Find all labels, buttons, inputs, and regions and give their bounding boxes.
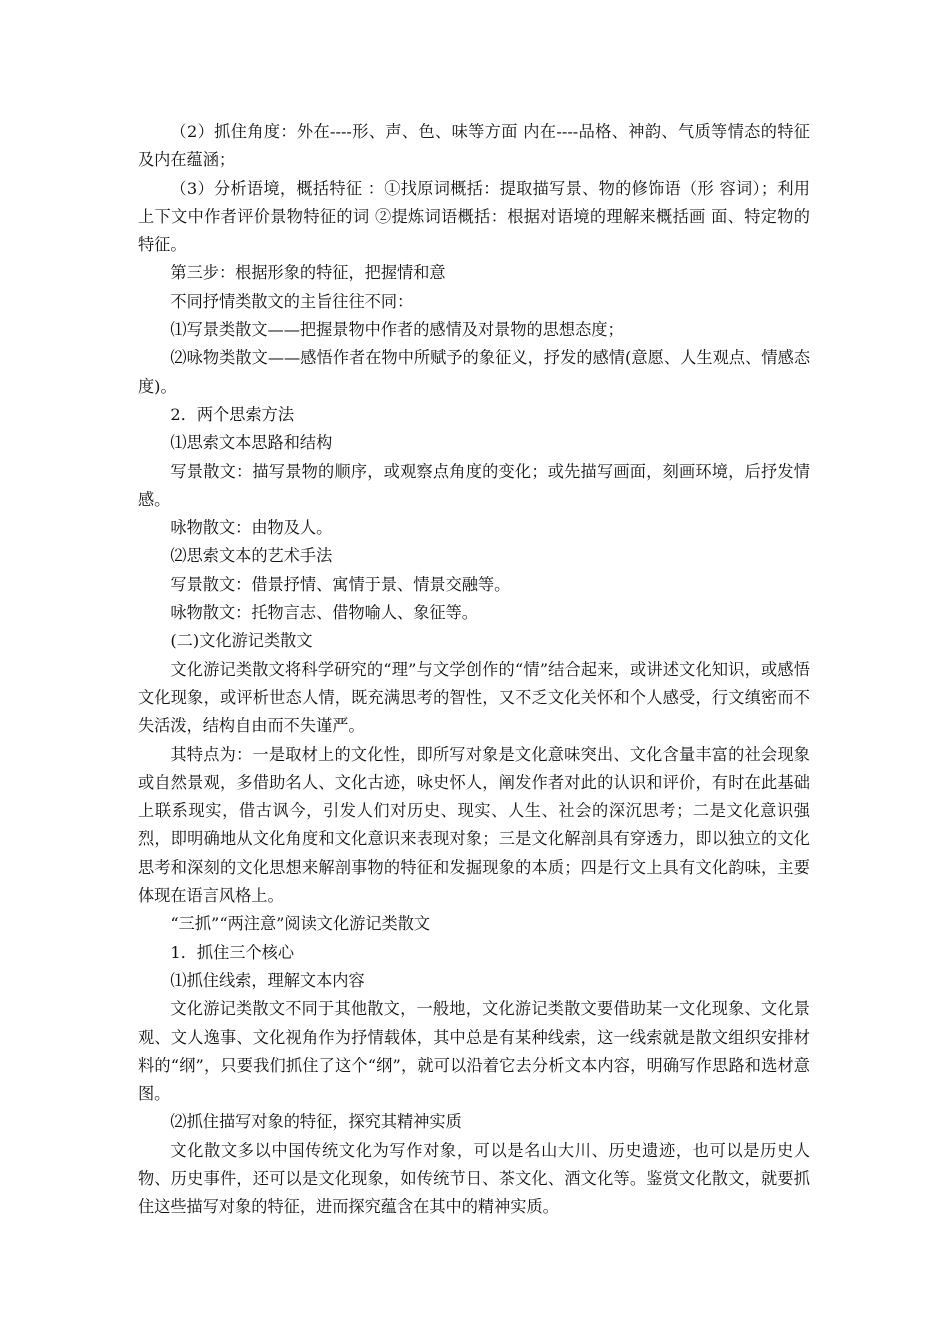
paragraph-cultural-features: 其特点为：一是取材上的文化性，即所写对象是文化意味突出、文化含量丰富的社会现象或自然景观，多借助名人、文化古迹，咏史怀人，阐发作者对此的认识和评价，有时在此基础上联系现实，借古讽今，引发人们对历史、现实、人生、社会的深沉思考；二是文化意识强烈，即明确地从文化角度和文化意识来表现对象；三是文化解剖具有穿透力，即以独立的文化思考和深刻的文化思想来解剖事物的特征和发掘现象的本质；四是行文上具有文化韵味，主要体现在语言风格上。 — [138, 744, 810, 906]
subheading-features: ⑵抓住描写对象的特征，探究其精神实质 — [170, 1112, 462, 1132]
paragraph-step-three: 第三步：根据形象的特征，把握情和意 — [170, 263, 446, 283]
paragraph-scenery-techniques: 写景散文：借景抒情、寓情于景、情景交融等。 — [170, 574, 511, 594]
paragraph-angle: （2）抓住角度：外在----形、声、色、味等方面 内在----品格、神韵、气质等情态的特征及内在蕴涵； — [138, 122, 810, 170]
paragraph-scenery-structure: 写景散文：描写景物的顺序，或观察点角度的变化；或先描写画面，刻画环境，后抒发情感。 — [138, 461, 810, 509]
paragraph-context: （3）分析语境，概括特征 ：①找原词概括：提取描写景、物的修饰语（形 容词）；利用上下文中作者评价景物特征的词 ②提炼词语概括：根据对语境的理解来概括画 面、特定物的特征。 — [138, 178, 810, 255]
paragraph-features: 文化散文多以中国传统文化为写作对象，可以是名山大川、历史遗迹，也可以是历史人物、历史事件，还可以是文化现象，如传统节日、茶文化、酒文化等。鉴赏文化散文，就要抓住这些描写对象的特征，进而探究蕴含在其中的精神实质。 — [138, 1140, 810, 1217]
paragraph-object-essay: ⑵咏物类散文——感悟作者在物中所赋予的象征义，抒发的感情(意愿、人生观点、情感态度)。 — [138, 348, 810, 396]
heading-cultural-travel: (二)文化游记类散文 — [170, 631, 313, 651]
paragraph-scenery-essay: ⑴写景类散文——把握景物中作者的感情及对景物的思想态度； — [170, 320, 624, 340]
subheading-techniques: ⑵思索文本的艺术手法 — [170, 546, 333, 566]
paragraph-clue: 文化游记类散文不同于其他散文，一般地，文化游记类散文要借助某一文化现象、文化景观、文人逸事、文化视角作为抒情载体，其中总是有某种线索，这一线索就是散文组织安排材料的“纲”，只要我们抓住了这个“纲”，就可以沿着它去分析文本内容，明确写作思路和选材意图。 — [138, 999, 810, 1104]
paragraph-theme-intro: 不同抒情类散文的主旨往往不同： — [170, 291, 414, 311]
subheading-clue: ⑴抓住线索，理解文本内容 — [170, 970, 365, 990]
subheading-structure: ⑴思索文本思路和结构 — [170, 433, 333, 453]
paragraph-object-techniques: 咏物散文：托物言志、借物喻人、象征等。 — [170, 603, 478, 623]
document-body — [138, 118, 810, 1222]
heading-three-cores: 1．抓住三个核心 — [170, 942, 295, 962]
heading-reading-method: “三抓”“两注意”阅读文化游记类散文 — [170, 914, 431, 934]
paragraph-object-structure: 咏物散文：由物及人。 — [170, 518, 333, 538]
heading-two-methods: 2．两个思索方法 — [170, 404, 295, 424]
paragraph-cultural-intro: 文化游记类散文将科学研究的“理”与文学创作的“情”结合起来，或讲述文化知识，或感悟文化现象，或评析世态人情，既充满思考的智性，又不乏文化关怀和个人感受，行文缜密而不失活泼，结构自由而不失谨严。 — [138, 659, 810, 736]
